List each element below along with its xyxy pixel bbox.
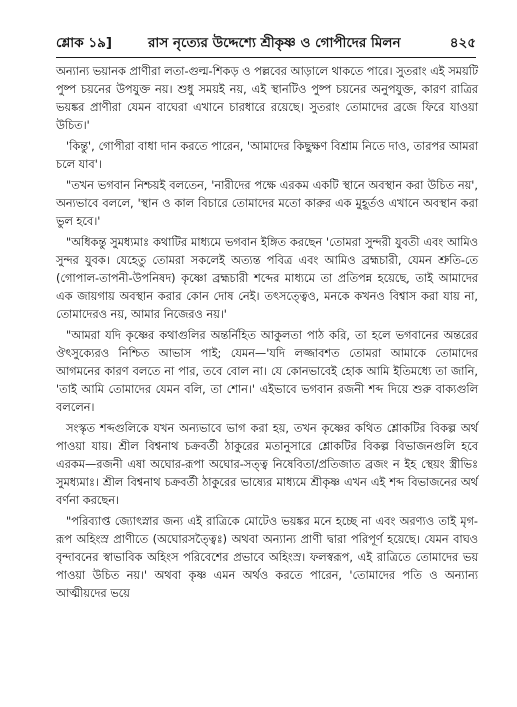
page-number: ৪২৫	[449, 35, 476, 51]
paragraph-1: অন্যান্য ভয়ানক প্রাণীরা লতা-গুল্ম-শিকড় ও পল্লবের আড়ালে থাকতে পারে। সুতরাং এই সময়টি পুষ্প চয়নের উপযুক্ত নয়। শুধু সময়ই নয়, এই স্থানটিও পুষ্প চয়নের অনুপযুক্ত, কারণ রাত্রির ভয়ঙ্কর প্রাণীরা যেমন বাঘেরা এখানে চারধারে রয়েছে। সুতরাং তোমাদের ব্রজে ফিরে যাওয়া উচিত।'	[56, 65, 478, 132]
body-text	[56, 63, 478, 606]
paragraph-2: 'কিন্তু', গোপীরা বাধা দান করতে পারেন, 'আমাদের কিছুক্ষণ বিশ্রাম নিতে দাও, তারপর আমরা চলে যাব'।	[56, 140, 478, 171]
paragraph-5: "আমরা যদি কৃষ্ণের কথাগুলির অন্তর্নিহিত আকুলতা পাঠ করি, তা হলে ভগবানের অন্তরের ঔৎসুক্যেরও নিশ্চিত আভাস পাই; যেমন—'যদি লজ্জাবশত তোমরা আমাকে তোমাদের আগমনের কারণ বলতে না পার, তবে বোল না। যে কোনভাবেই হোক আমি ইতিমধ্যে তা জানি, 'তাই আমি তোমাদের যেমন বলি, তা শোন।' এইভাবে ভগবান রজনী শব্দ দিয়ে শুরু বাক্যগুলি বললেন।	[56, 329, 478, 414]
paragraph-3: "তখন ভগবান নিশ্চয়ই বলতেন, 'নারীদের পক্ষে এরকম একটি স্থানে অবস্থান করা উচিত নয়', অন্যভাবে বললে, 'স্থান ও কাল বিচারে তোমাদের মতো কারুর এক মুহূর্তও এখানে অবস্থান করা ভুল হবে।'	[56, 179, 478, 228]
header-rule	[56, 57, 476, 58]
paragraph-7: "পরিব্যাপ্ত জ্যোৎস্নার জন্য এই রাত্রিকে মোটেও ভয়ঙ্কর মনে হচ্ছে না এবং অরণ্যও তাই মৃগ-রূপ অহিংস্র প্রাণীতে (অঘোরসত্ত্বৈঃ) অথবা অন্যান্য প্রাণী দ্বারা পরিপূর্ণ হয়েছে। যেমন বাঘও বৃন্দাবনের স্বাভাবিক অহিংস পরিবেশের প্রভাবে অহিংস্র। ফলস্বরূপ, এই রাত্রিতে তোমাদের ভয় পাওয়া উচিত নয়।' অথবা কৃষ্ণ এমন অর্থও করতে পারেন, 'তোমাদের পতি ও অন্যান্য আত্মীয়দের ভয়ে	[56, 515, 478, 600]
verse-reference: শ্লোক ১৯]	[56, 35, 113, 51]
chapter-title: রাস নৃত্যের উদ্দেশ্যে শ্রীকৃষ্ণ ও গোপীদের মিলন	[148, 35, 401, 51]
paragraph-6: সংস্কৃত শব্দগুলিকে যখন অন্যভাবে ভাগ করা হয়, তখন কৃষ্ণের কথিত শ্লোকটির বিকল্প অর্থ পাওয়া যায়। শ্রীল বিশ্বনাথ চক্রবর্তী ঠাকুরের মতানুসারে শ্লোকটির বিকল্প বিভাজনগুলি হবে এরকম—রজনী এষা অঘোর-রূপা অঘোর-সত্ত্ব নিষেবিতা/প্রতিজাত ব্রজং ন ইহ স্থেয়ং স্ত্রীভিঃ সুমধ্যমাঃ। শ্রীল বিশ্বনাথ চক্রবর্তী ঠাকুরের ভাষ্যের মাধ্যমে শ্রীকৃষ্ণ এখন এই শব্দ বিভাজনের অর্থ বর্ণনা করছেন।	[56, 422, 478, 507]
running-header	[56, 33, 476, 55]
paragraph-4: "অধিকন্তু সুমধ্যমাঃ কথাটির মাধ্যমে ভগবান ইঙ্গিত করছেন 'তোমরা সুন্দরী যুবতী এবং আমিও সুন্দর যুবক। যেহেতু তোমরা সকলেই অত্যন্ত পবিত্র এবং আমিও ব্রহ্মচারী, যেমন শ্রুতি-তে (গোপাল-তাপনী-উপনিষদ) কৃষ্ণো ব্রহ্মচারী শব্দের মাধ্যমে তা প্রতিপন্ন হয়েছে, তাই আমাদের এক জায়গায় অবস্থান করার কোন দোষ নেই। তৎসত্ত্বেও, মনকে কখনও বিশ্বাস করা যায় না, তোমাদেরও নয়, আমার নিজেরও নয়।'	[56, 236, 478, 321]
